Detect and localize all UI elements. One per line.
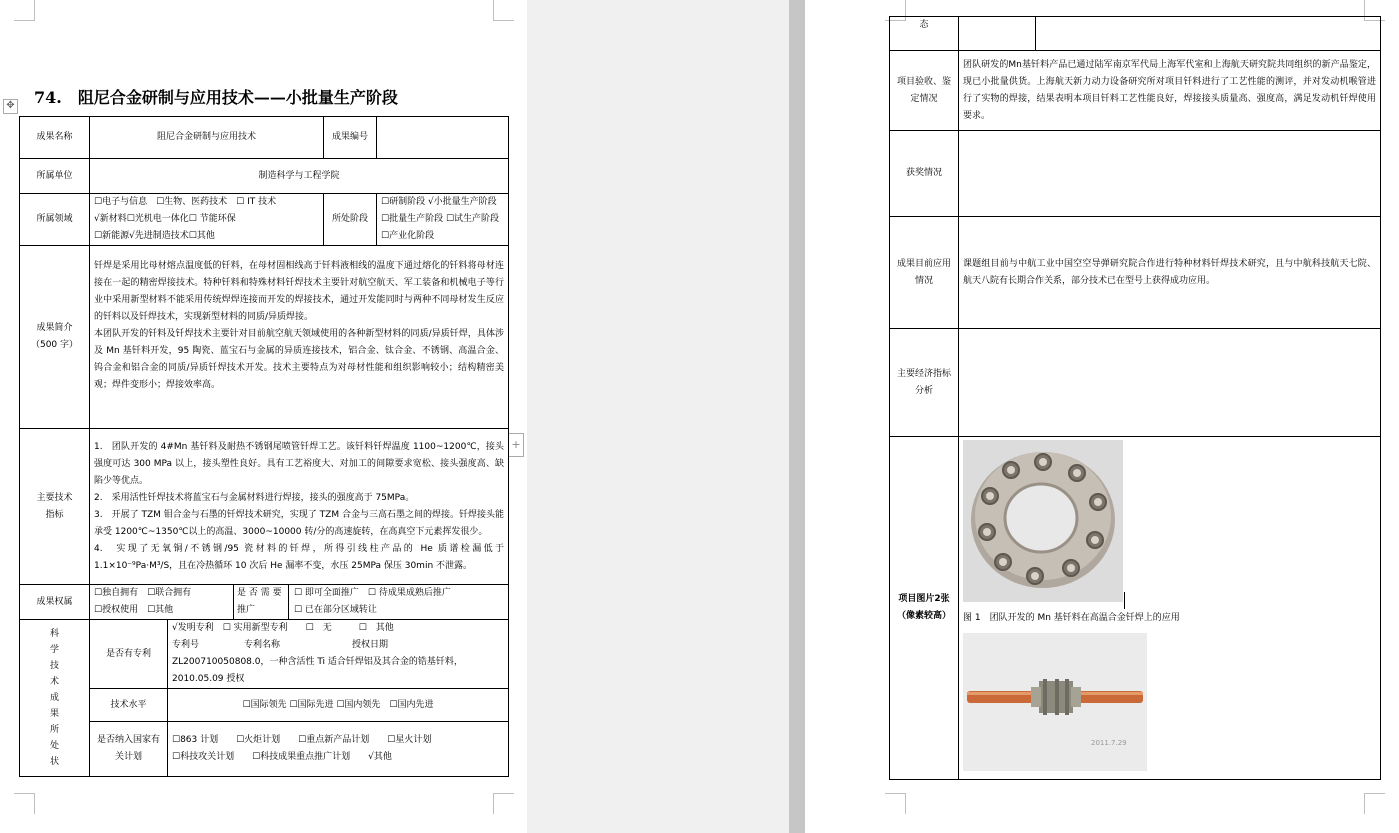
- patent-line: 专利号 专利名称 授权日期: [172, 640, 389, 650]
- empty-cell: [959, 17, 1036, 51]
- section-heading: 74. 阻尼合金研制与应用技术——小批量生产阶段: [34, 88, 398, 107]
- field-line: ☐电子与信息 ☐生物、医药技术 ☐ IT 技术: [94, 197, 277, 207]
- tech-label-cell: [20, 429, 90, 585]
- document-page-left: [0, 0, 527, 833]
- intro-paragraph: 钎焊是采用比母材熔点温度低的钎料，在母材固相线高于钎料液相线的温度下通过熔化的钎料将母材连接在一起的精密焊接技术。特种钎料和特殊材料钎焊技术主要针对航空航天、军工装备和机械电子等行业中采用新型材料不能采用传统焊焊连接而开发的焊接技术，通过开发能同时与两种不同母材发生反应的钎料以及钎焊技术，实现新型材料的同质/异质焊接。: [94, 261, 505, 322]
- intro-text[interactable]: [90, 246, 509, 429]
- intro-label-cell: [20, 246, 90, 429]
- crop-mark: [1364, 793, 1385, 814]
- figure-2-photo[interactable]: [963, 633, 1147, 771]
- status-char: 术: [49, 677, 59, 687]
- unit-label: 所属单位: [20, 159, 90, 194]
- plan-value[interactable]: [168, 722, 509, 777]
- tech-label: 主要技术: [36, 492, 73, 503]
- status-char: 学: [49, 645, 59, 655]
- patent-value[interactable]: [168, 620, 509, 689]
- plan-line: ☐863 计划 ☐火炬计划 ☐重点新产品计划 ☐星火计划: [172, 735, 432, 745]
- name-label: 成果名称: [20, 117, 90, 159]
- promote-line: ☐ 即可全面推广 ☐ 待成果成熟后推广: [294, 588, 451, 598]
- achievement-table-continued: [889, 16, 1381, 780]
- patent-line: √发明专利 ☐ 实用新型专利 ☐ 无 ☐ 其他: [172, 623, 394, 633]
- crop-mark: [14, 793, 35, 814]
- unit-value[interactable]: 制造科学与工程学院: [90, 159, 509, 194]
- patent-line: ZL200710050808.0，一种含活性 Ti 适合钎焊铝及其合金的锆基钎料，2010.05.09 授权: [172, 657, 463, 684]
- tech-item: 1. 团队开发的 4#Mn 基钎料及耐热不锈钢尾喷管钎焊工艺。该钎料钎焊温度 1100~1200℃，接头强度可达 300 MPa 以上，接头塑性良好。具有工艺裕度大、对加工的间隙要求宽松、接头强度高、缺陷少等优点。: [94, 441, 505, 486]
- stage-line: ☐研制阶段 √小批量生产阶段: [381, 197, 497, 207]
- crop-mark: [14, 0, 35, 21]
- page-gap: [527, 0, 789, 833]
- status-char: 成: [49, 693, 59, 703]
- field-options[interactable]: [90, 194, 324, 246]
- document-page-right: [805, 0, 1399, 833]
- promote-label: 是 否 需 要推广: [234, 585, 289, 619]
- intro-label-sub: （500 字）: [30, 340, 79, 350]
- status-label: [20, 620, 90, 777]
- number-value[interactable]: [377, 117, 509, 159]
- damper-ring-image: [963, 440, 1123, 602]
- accept-label: 项目验收、鉴定情况: [890, 51, 959, 131]
- rights-label: 成果权属: [20, 585, 90, 620]
- pictures-label-sub: （像素较高）: [896, 611, 951, 621]
- status-char: 状: [49, 757, 59, 767]
- plan-line: ☐科技攻关计划 ☐科技成果重点推广计划 √其他: [172, 752, 392, 762]
- plan-label: 是否纳入国家有关计划: [90, 722, 168, 777]
- tech-label-sub: 指标: [45, 509, 64, 520]
- level-label: 技术水平: [90, 689, 168, 722]
- award-value[interactable]: [959, 131, 1381, 217]
- status-char: 果: [49, 709, 59, 719]
- page-scroll-divider[interactable]: [789, 0, 805, 833]
- status-char: 科: [49, 629, 59, 639]
- number-label: 成果编号: [324, 117, 377, 159]
- stage-line: ☐产业化阶段: [381, 231, 435, 241]
- status-char: 所: [49, 725, 59, 735]
- promote-line: ☐ 已在部分区域转让: [294, 605, 377, 615]
- application-value[interactable]: 课题组目前与中航工业中国空空导弹研究院合作进行特种材料钎焊技术研究，且与中航科技航天七院、航天八院有长期合作关系，部分技术已在型号上获得成功应用。: [959, 217, 1381, 329]
- table-move-icon[interactable]: ✥: [3, 99, 18, 114]
- tech-item: 4. 实现了无氧铜/不锈钢/95 瓷材料的钎焊，所得引线柱产品的 He 质谱检漏低于 1.1×10⁻⁹Pa·M³/S，且在冷热循环 10 次后 He 漏率不变，水压 25MPa 保压 30min 不泄露。: [94, 543, 505, 571]
- status-char: 技: [49, 661, 59, 671]
- name-value[interactable]: 阻尼合金研制与应用技术: [90, 117, 324, 159]
- stage-line: ☐批量生产阶段 ☐试生产阶段: [381, 214, 500, 224]
- promote-cell[interactable]: [234, 585, 509, 620]
- application-label: 成果目前应用情况: [890, 217, 959, 329]
- tech-item: 3. 开展了 TZM 钼合金与石墨的钎焊技术研究，实现了 TZM 合金与三高石墨之间的焊接。钎焊接头能承受 1200℃~1350℃以上的高温、3000~10000 转/分的高速旋转，在高真空下元素挥发很少。: [94, 509, 505, 537]
- tech-item: 2. 采用活性钎焊技术将蓝宝石与金属材料进行焊接，接头的强度高于 75MPa。: [94, 492, 415, 503]
- text-cursor: [1124, 592, 1125, 609]
- rights-line: ☐独自拥有 ☐联合拥有: [94, 588, 192, 598]
- status-fragment: 态: [890, 17, 959, 51]
- economic-value[interactable]: [959, 329, 1381, 437]
- rights-line: ☐授权使用 ☐其他: [94, 605, 174, 615]
- pictures-cell: [959, 437, 1381, 780]
- patent-label: 是否有专利: [90, 620, 168, 689]
- pictures-label: 项目图片2张: [898, 594, 950, 604]
- achievement-table: [19, 116, 509, 777]
- tech-text[interactable]: [90, 429, 509, 585]
- award-label: 获奖情况: [890, 131, 959, 217]
- photo-date-note: 2011.7.29: [1091, 739, 1127, 747]
- rights-options[interactable]: [90, 585, 234, 620]
- crop-mark: [493, 793, 514, 814]
- figure-1-photo[interactable]: [963, 440, 1123, 602]
- economic-label: 主要经济指标分析: [890, 329, 959, 437]
- level-value[interactable]: ☐国际领先 ☐国际先进 ☐国内领先 ☐国内先进: [168, 689, 509, 722]
- stage-label: 所处阶段: [324, 194, 377, 246]
- status-char: 处: [49, 741, 59, 751]
- field-line: √新材料☐光机电一体化☐ 节能环保: [94, 214, 236, 224]
- field-label: 所属领域: [20, 194, 90, 246]
- intro-paragraph: 本团队开发的钎料及钎焊技术主要针对目前航空航天领域使用的各种新型材料的同质/异质钎焊，具体涉及 Mn 基钎料开发，95 陶瓷、蓝宝石与金属的异质连接技术，铝合金、钛合金、不锈钢、高温合金、钨合金和铝合金的同质/异质钎焊技术开发。技术主要特点为对母材性能和组织影响较小；结构精密美观；焊件变形小；焊接效率高。: [94, 329, 505, 390]
- intro-label: 成果简介: [36, 323, 73, 333]
- brazed-shaft-image: [963, 633, 1147, 771]
- add-column-icon[interactable]: +: [508, 433, 524, 457]
- pictures-label-cell: [890, 437, 959, 780]
- figure-1-caption: 图 1 团队开发的 Mn 基钎料在高温合金钎焊上的应用: [963, 613, 1180, 623]
- stage-options[interactable]: [377, 194, 509, 246]
- empty-cell: [1036, 17, 1381, 51]
- field-line: ☐新能源√先进制造技术☐其他: [94, 231, 215, 241]
- crop-mark: [885, 793, 906, 814]
- accept-value[interactable]: 团队研发的Mn基钎料产品已通过陆军南京军代局上海军代室和上海航天研究院共同组织的新产品鉴定，现已小批量供货。上海航天新力动力设备研究所对项目钎料进行了工艺性能的测评，并对发动机喉管进行了实物的焊接，结果表明本项目钎料工艺性能良好，焊接接头质量高、强度高，满足发动机钎焊使用要求。: [959, 51, 1381, 131]
- crop-mark: [493, 0, 514, 21]
